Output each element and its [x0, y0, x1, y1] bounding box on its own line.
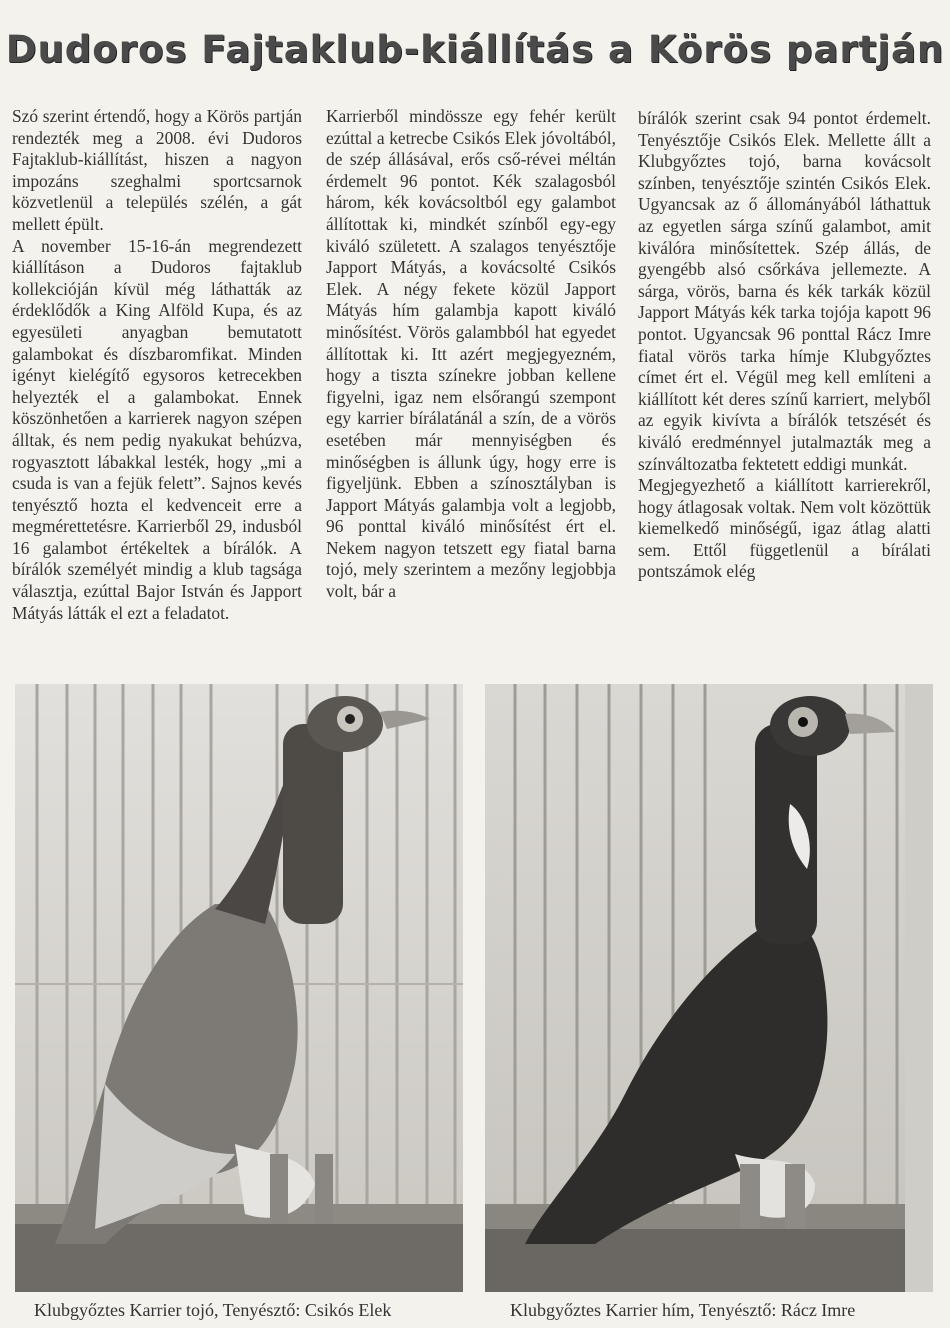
text-column-1	[12, 106, 302, 671]
pigeon-photo-hen	[15, 684, 463, 1292]
paragraph: Szó szerint értendő, hogy a Körös partján rendezték meg a 2008. évi Dudoros Fajtaklub-kiállítást, hiszen a nagyon impozáns szeghalmi sportcsarnok közvetlenül a település szélén, a gát mellett épült.	[12, 106, 302, 234]
text-column-2	[326, 106, 616, 671]
photo-caption-cock: Klubgyőztes Karrier hím, Tenyésztő: Rácz Imre	[510, 1300, 856, 1320]
article-title: Dudoros Fajtaklub-kiállítás a Körös partján	[5, 28, 945, 71]
pigeon-photo-cock	[485, 684, 933, 1292]
photo-caption-hen: Klubgyőztes Karrier tojó, Tenyésztő: Csikós Elek	[34, 1300, 392, 1320]
paragraph: Megjegyezhető a kiállított karrierekről, hogy átlagosak voltak. Nem volt közöttük kiemelkedő minőségű, igaz átlag alatti sem. Ettől függetlenül a bírálati pontszámok elég	[638, 475, 931, 582]
paragraph: bírálók szerint csak 94 pontot érdemelt. Tenyésztője Csikós Elek. Mellette állt a Klubgyőztes tojó, barna kovácsolt színben, tenyésztője szintén Csikós Elek. Ugyancsak az ő állományából láthattuk az egyetlen sárga színű galambot, amit kiválóra minősítettek. Szép állás, de gyengébb alsó csőrkáva jellemezte. A sárga, vörös, barna és kék tarkák közül Japport Mátyás kék tarka tojója kapott 96 pontot. Ugyancsak 96 ponttal Rácz Imre fiatal vörös tarka hímje Klubgyőztes címet ért el. Végül meg kell említeni a kiállított két deres színű karriert, melyből az egyik kivívta a bírálók tetszését és kiváló eredménnyel jutalmazták meg a színváltozatba fektetett eddigi munkát.	[638, 108, 931, 474]
text-column-3	[638, 108, 931, 673]
pigeon-hen-image	[15, 684, 463, 1292]
paragraph: Karrierből mindössze egy fehér került ezúttal a ketrecbe Csikós Elek jóvoltából, de szép állásával, erős cső-révei méltán érdemelt 96 pontot. Kék szalagosból három, kék kovácsoltból egy galambot állítottak ki, mindkét színből egy-egy kiváló született. A szalagos tenyésztője Japport Mátyás, a kovácsolté Csikós Elek. A négy fekete közül Japport Mátyás hím galambja kapott kiváló minősítést. Vörös galambból hat egyedet állítottak ki. Itt azért megjegyezném, hogy a tiszta színekre jobban kellene figyelni, igaz nem elsőrangú szempont egy karrier bírálatánál a szín, de a vörös esetében már mennyiségben és minőségben is állunk úgy, hogy erre is figyeljünk. Ebben a színosztályban is Japport Mátyás galambja volt a legjobb, 96 ponttal kiváló minősítést ért el. Nekem nagyon tetszett egy fiatal barna tojó, mely szerintem a mezőny legjobbja volt, bár a	[326, 106, 616, 602]
pigeon-cock-image	[485, 684, 933, 1292]
paragraph: A november 15-16-án megrendezett kiállításon a Dudoros fajtaklub kollekcióján kívül még láthatták az érdeklődők a King Alföld Kupa, és az egyesületi anyagban bemutatott galambokat és díszbaromfikat. Minden igényt kielégítő egysoros ketrecekben helyezték el a galambokat. Ennek köszönhetően a karrierek nagyon szépen álltak, és nem pedig nyakukat behúzva, rogyasztott lábakkal lesték, hogy „mi a csuda is van a fejük felett”. Sajnos kevés tenyésztő hozta el kedvenceit erre a megmérettetésre. Karrierből 29, indusból 16 galambot értékeltek a bírálók. A bírálók személyét mindig a klub tagsága választja, ezúttal Bajor István és Japport Mátyás látták el ezt a feladatot.	[12, 235, 302, 623]
